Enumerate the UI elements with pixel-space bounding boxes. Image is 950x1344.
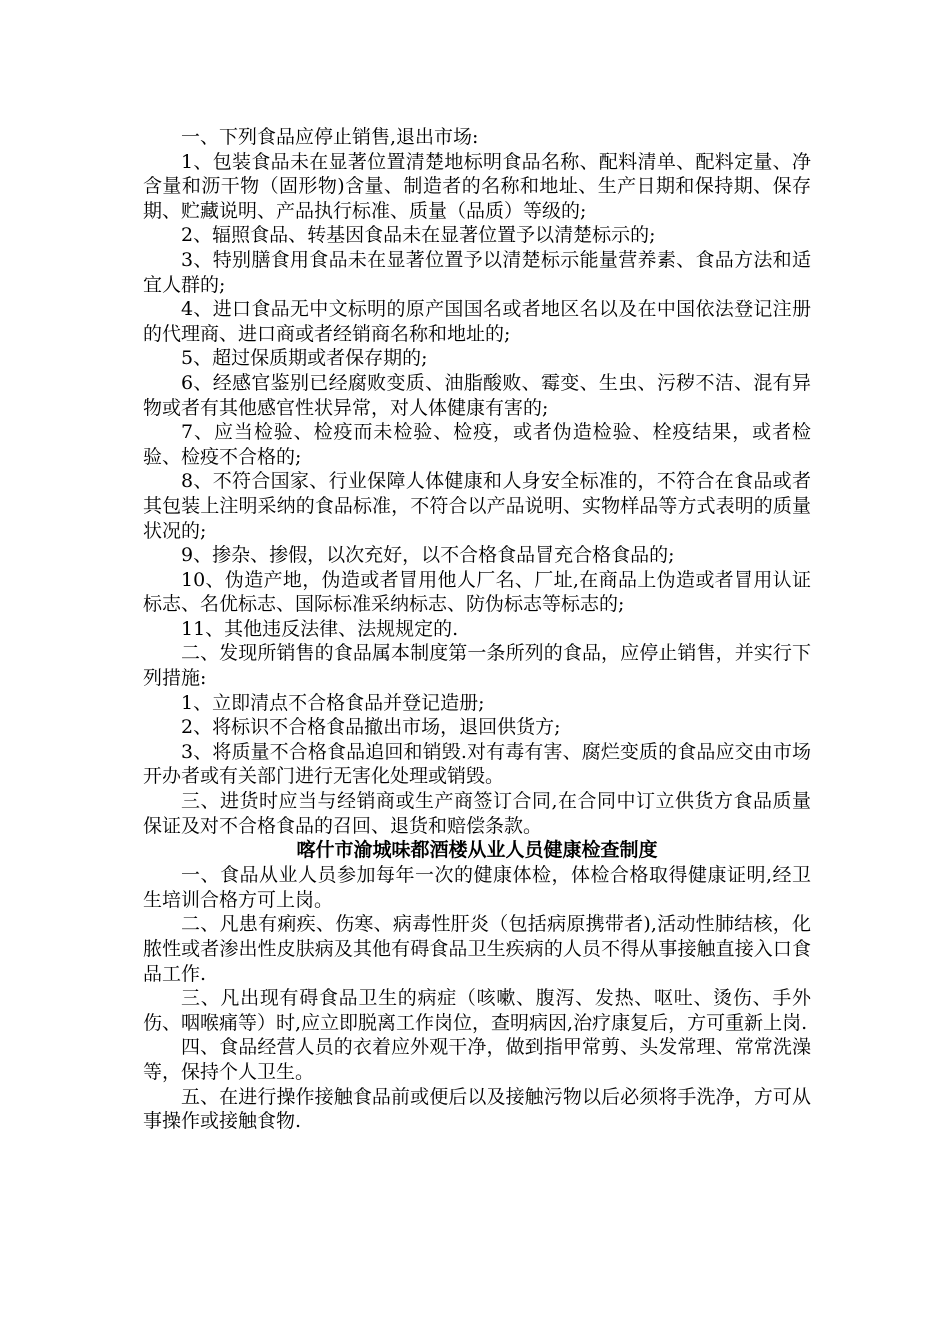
paragraph: 1、包装食品未在显著位置清楚地标明食品名称、配料清单、配料定量、净含量和沥干物（固形物)含量、制造者的名称和地址、生产日期和保持期、保存期、贮藏说明、产品执行标准、质量（品质）等级的;: [143, 150, 811, 222]
paragraph: 三、进货时应当与经销商或生产商签订合同,在合同中订立供货方食品质量保证及对不合格食品的召回、退货和赔偿条款。: [143, 790, 811, 837]
paragraph: 四、食品经营人员的衣着应外观干净，做到指甲常剪、头发常理、常常洗澡等，保持个人卫生。: [143, 1036, 811, 1083]
paragraph: 五、在进行操作接触食品前或便后以及接触污物以后必须将手洗净，方可从事操作或接触食物.: [143, 1085, 811, 1133]
paragraph: 二、凡患有痢疾、伤寒、病毒性肝炎（包括病原携带者),活动性肺结核，化脓性或者渗出性皮肤病及其他有碍食品卫生疾病的人员不得从事接触直接入口食品工作.: [143, 913, 811, 985]
paragraph: 6、经感官鉴别已经腐败变质、油脂酸败、霉变、生虫、污秽不洁、混有异物或者有其他感官性状异常，对人体健康有害的;: [143, 371, 811, 419]
paragraph: 5、超过保质期或者保存期的;: [181, 347, 428, 370]
document-page: [143, 125, 811, 1134]
paragraph: 7、应当检验、检疫而未检验、检疫，或者伪造检验、栓疫结果，或者检验、检疫不合格的;: [143, 421, 811, 468]
paragraph: 3、将质量不合格食品追回和销毁.对有毒有害、腐烂变质的食品应交由市场开办者或有关部门进行无害化处理或销毁。: [143, 740, 811, 788]
paragraph: 8、不符合国家、行业保障人体健康和人身安全标准的，不符合在食品或者其包装上注明采纳的食品标准，不符合以产品说明、实物样品等方式表明的质量状况的;: [143, 470, 811, 542]
paragraph: 2、辐照食品、转基因食品未在显著位置予以清楚标示的;: [181, 224, 656, 247]
paragraph: 11、其他违反法律、法规规定的.: [181, 617, 459, 640]
paragraph: 2、将标识不合格食品撤出市场，退回供货方;: [181, 716, 561, 739]
paragraph: 二、发现所销售的食品属本制度第一条所列的食品，应停止销售，并实行下列措施:: [143, 642, 811, 690]
paragraph: 3、特别膳食用食品未在显著位置予以清楚标示能量营养素、食品方法和适宜人群的;: [143, 248, 811, 296]
paragraph: 10、伪造产地，伪造或者冒用他人厂名、厂址,在商品上伪造或者冒用认证标志、名优标志、国际标准采纳标志、防伪标志等标志的;: [143, 568, 811, 616]
paragraph: 一、食品从业人员参加每年一次的健康体检，体检合格取得健康证明,经卫生培训合格方可上岗。: [143, 864, 811, 911]
paragraph: 1、立即清点不合格食品并登记造册;: [181, 691, 485, 714]
paragraph: 9、掺杂、掺假，以次充好，以不合格食品冒充合格食品的;: [181, 544, 675, 567]
paragraph: 一、下列食品应停止销售,退出市场:: [181, 126, 479, 148]
paragraph: 三、凡出现有碍食品卫生的病症（咳嗽、腹泻、发热、呕吐、烫伤、手外伤、咽喉痛等）时,应立即脱离工作岗位，查明病因,治疗康复后，方可重新上岗.: [143, 987, 811, 1034]
section-title: 喀什市渝城味都酒楼从业人员健康检查制度: [296, 839, 658, 862]
paragraph: 4、进口食品无中文标明的原产国国名或者地区名以及在中国依法登记注册的代理商、进口商或者经销商名称和地址的;: [143, 298, 811, 345]
